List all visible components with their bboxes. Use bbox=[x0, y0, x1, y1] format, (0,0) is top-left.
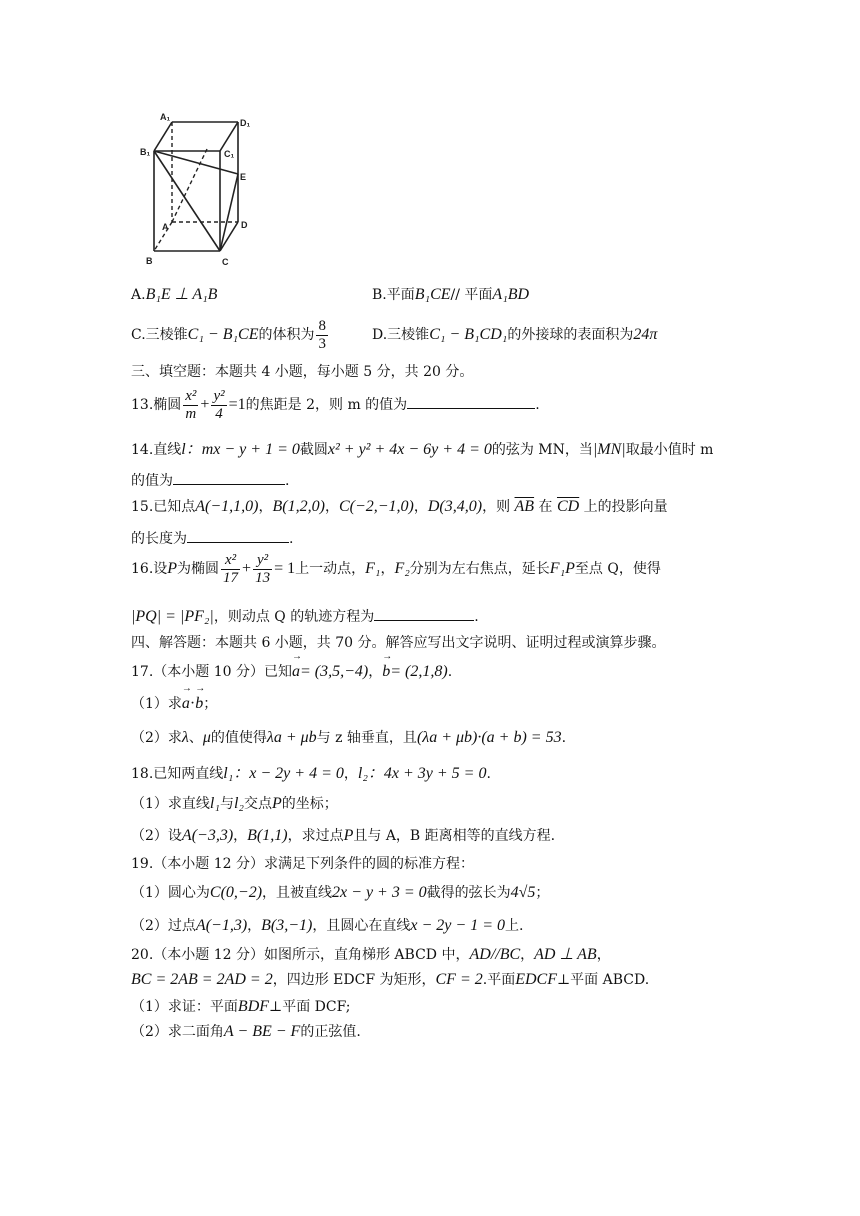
answer-blank-13[interactable] bbox=[407, 394, 535, 409]
question-19-part-1: （1）圆心为C(0,−2)，且被直线2x − y + 3 = 0截得的弦长为4√5； bbox=[131, 884, 550, 901]
segment-e-c bbox=[220, 174, 238, 251]
question-17-part-2: （2）求λ、μ的值使得λa + μb与 z 轴垂直，且(λa + μb)·(a + b) = 53. bbox=[131, 729, 567, 746]
question-20-part-2: （2）求二面角A − BE − F的正弦值. bbox=[131, 1023, 361, 1040]
prism-figure bbox=[132, 104, 262, 274]
question-18: 18.已知两直线l₁：x − 2y + 4 = 0，l₂：4x + 3y + 5 = 0. bbox=[131, 765, 491, 782]
label-d1: D₁ bbox=[240, 118, 251, 128]
answer-blank-14[interactable] bbox=[173, 470, 285, 485]
answer-blank-16[interactable] bbox=[374, 606, 474, 621]
option-b: B.平面B₁CE// 平面A₁BD bbox=[372, 286, 530, 303]
question-17: 17.（本小题 10 分）已知→ a= (3,5,−4)，→ b= (2,1,8). bbox=[131, 662, 452, 681]
label-a: A bbox=[162, 222, 169, 232]
label-c1: C₁ bbox=[224, 149, 235, 159]
question-20-part-1: （1）求证：平面BDF⊥平面 DCF; bbox=[131, 998, 351, 1015]
question-16-line2: |PQ| = |PF₂|，则动点 Q 的轨迹方程为 . bbox=[131, 608, 479, 625]
question-19-part-2: （2）过点A(−1,3)，B(3,−1)，且圆心在直线x − 2y − 1 = 0上. bbox=[131, 917, 524, 934]
label-c: C bbox=[222, 257, 229, 267]
question-20: 20.（本小题 12 分）如图所示，直角梯形 ABCD 中，AD//BC，AD ⊥ AB， bbox=[131, 946, 611, 963]
label-b1: B₁ bbox=[140, 147, 151, 157]
question-14: 14.直线l：mx − y + 1 = 0截圆x² + y² + 4x − 6y + 4 = 0的弦为 MN，当|MN|取最小值时 m bbox=[131, 441, 714, 458]
question-14-line2: 的值为 . bbox=[131, 470, 289, 490]
section-3-heading: 三、填空题：本题共 4 小题，每小题 5 分，共 20 分。 bbox=[131, 364, 474, 380]
label-d: D bbox=[241, 220, 248, 230]
question-13: 13.椭圆 $\frac{\text{x²}}{m}$ + $\frac{\text{y²}}{4}$ =1的焦距是 2，则 m 的值为 . bbox=[131, 388, 540, 422]
question-19: 19.（本小题 12 分）求满足下列条件的圆的标准方程： bbox=[131, 856, 474, 872]
fraction-8-3: $\frac{8}{3}$ bbox=[318, 318, 326, 352]
fraction-y2-13: $\frac{\text{y²}}{13}$ bbox=[255, 552, 271, 586]
question-18-part-1: （1）求直线l₁与l₂交点P的坐标； bbox=[131, 795, 338, 812]
fraction-x2-m: $\frac{\text{x²}}{m}$ bbox=[185, 388, 197, 422]
label-e: E bbox=[240, 172, 247, 182]
option-a: A.B₁E ⊥ A₁B bbox=[131, 286, 218, 303]
label-b: B bbox=[146, 256, 153, 266]
question-18-part-2: （2）设A(−3,3)，B(1,1)，求过点P且与 A，B 距离相等的直线方程. bbox=[131, 827, 556, 844]
section-4-heading: 四、解答题：本题共 6 小题，共 70 分。解答应写出文字说明、证明过程或演算步骤。 bbox=[131, 635, 666, 651]
question-15-line2: 的长度为 . bbox=[131, 528, 293, 548]
question-15: 15.已知点A(−1,1,0)，B(1,2,0)，C(−2,−1,0)，D(3,4,0)，则 $\overline{AB}$ 在 $\overline{CD}$ 上的投影向量 bbox=[131, 498, 668, 515]
edge-b1-a1 bbox=[154, 122, 172, 151]
fraction-y2-4: $\frac{\text{y²}}{4}$ bbox=[213, 388, 225, 422]
answer-blank-15[interactable] bbox=[187, 528, 289, 543]
fraction-x2-17: $\frac{\text{x²}}{17}$ bbox=[223, 552, 239, 586]
label-a1: A₁ bbox=[160, 112, 171, 122]
option-d: D.三棱锥C₁ − B₁CD₁的外接球的表面积为24π bbox=[372, 326, 658, 343]
question-17-part-1: （1）求→ a·→ b； bbox=[131, 694, 217, 713]
edge-c1-d1 bbox=[220, 122, 238, 151]
question-16: 16.设P为椭圆 $\frac{\text{x²}}{17}$ + $\frac{\text{y²}}{13}$ = 1上一动点，F₁，F₂分别为左右焦点，延长F₁P至点 Q，使得 bbox=[131, 552, 661, 586]
option-c: C.三棱锥C₁ − B₁CE的体积为 $\frac{8}{3}$ bbox=[131, 318, 326, 352]
question-20-line2: BC = 2AB = 2AD = 2，四边形 EDCF 为矩形，CF = 2.平面EDCF⊥平面 ABCD. bbox=[131, 971, 650, 988]
